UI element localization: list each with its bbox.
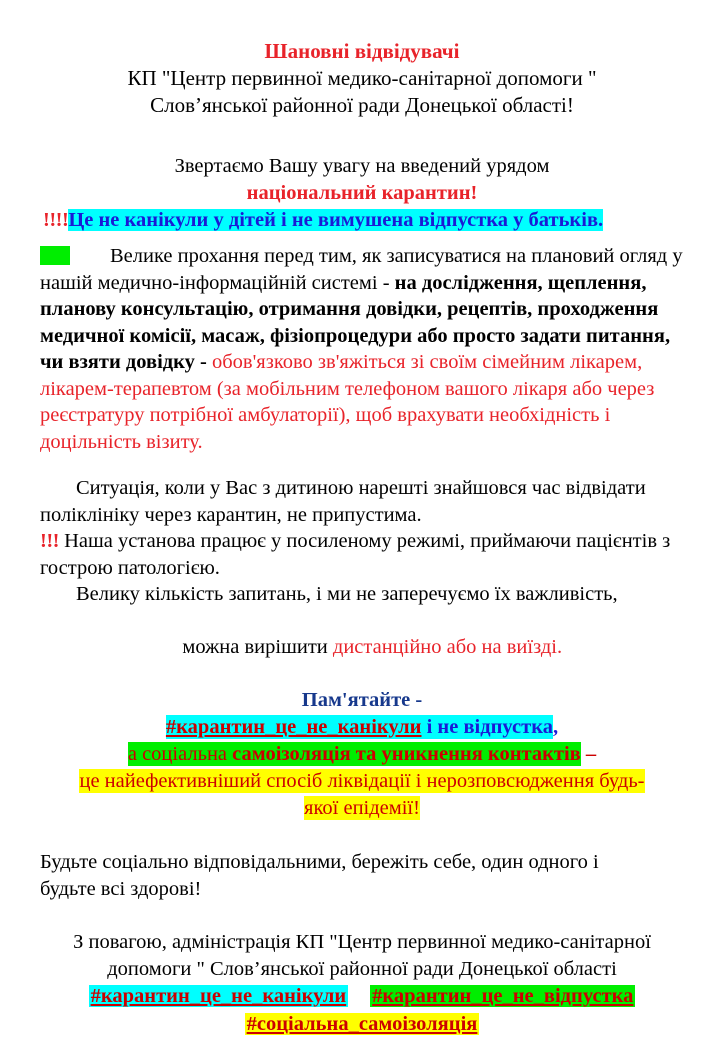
remember-green-line — [40, 741, 684, 768]
questions-text: Велику кількість запитань, і ми не заперечуємо їх важливість, — [76, 583, 618, 605]
remember-yellow-line-1 — [40, 768, 684, 795]
request-bold-text: на дослідження, щеплення, планову консультацію, отримання довідки, рецептів, проходження медичної комісії, масаж, фізіопроцедури або просто задати питання, чи взяти довідку - — [40, 271, 671, 373]
remember-self-isolation-bold: самоізоляція та уникнення контактів — [232, 743, 581, 765]
situation-paragraph — [40, 475, 684, 528]
remember-green-segment — [128, 742, 581, 766]
footer-hashtag-row-1 — [40, 982, 684, 1010]
remember-effective-method-line-2: якої епідемії! — [304, 797, 420, 819]
spacer-after-intro — [40, 233, 684, 243]
request-paragraph — [40, 243, 684, 455]
green-square-bullet-icon — [40, 246, 70, 265]
remember-comma: , — [552, 716, 559, 738]
spacer-after-header — [40, 119, 684, 153]
request-plain-text: Велике прохання перед тим, як записуватися на плановий огляд у нашій медично-інформаційній системі - — [40, 245, 683, 294]
questions-line-1 — [40, 581, 684, 608]
spacer-after-remember — [40, 822, 684, 849]
remember-dash: – — [580, 743, 597, 765]
not-holidays-line — [40, 207, 684, 233]
closing-line-2: будьте всі здорові! — [40, 877, 202, 900]
signature-line-1: З повагою, адміністрація КП "Центр первинної медико-санітарної — [73, 931, 651, 953]
questions-solve-red: дистанційно або на виїзді. — [332, 636, 563, 658]
signature-line-2: допомоги " Слов’янської районної ради Донецької області — [107, 957, 617, 980]
remember-yellow-line-2 — [40, 795, 684, 822]
hashtag-quarantine-not-holidays: #карантин_це_не_канікули — [165, 716, 422, 738]
not-holidays-text: Це не канікули у дітей і не вимушена відпустка у батьків. — [68, 209, 604, 231]
footer-hashtag-quarantine-not-holidays[interactable]: #карантин_це_не_канікули — [90, 985, 347, 1007]
spacer-after-request — [40, 455, 684, 475]
closing-line-1: Будьте соціально відповідальними, бережіть себе, один одного і — [40, 851, 599, 873]
remember-not-vacation: і не відпустка — [421, 716, 553, 738]
questions-solve-plain: можна вирішити — [182, 636, 333, 658]
institution-mode-text: Наша установа працює у посиленому режимі, приймаючи пацієнтів з гострою патологією. — [40, 530, 671, 579]
org-name-line-2: Слов’янської районної ради Донецької області! — [150, 93, 574, 117]
questions-line-2 — [40, 608, 684, 688]
remember-heading: Пам'ятайте - — [301, 689, 423, 711]
footer-hashtag-row-2 — [40, 1010, 684, 1038]
attention-line: Звертаємо Вашу увагу на введений урядом — [174, 155, 550, 177]
remember-social-plain: а соціальна — [127, 743, 233, 765]
org-name-line-1: КП "Центр первинної медико-санітарної допомоги " — [127, 66, 597, 90]
situation-line-1: Ситуація, коли у Вас з дитиною нарешті знайшовся час відвідати поліклініку через карантин, не припустима. — [40, 477, 646, 526]
remember-cyan-segment — [166, 715, 553, 739]
national-quarantine-line: національний карантин! — [246, 182, 478, 204]
spacer-after-closing — [40, 902, 684, 929]
footer-hashtag-quarantine-not-vacation[interactable]: #карантин_це_не_відпустка — [372, 985, 634, 1007]
institution-mode-paragraph — [40, 528, 684, 581]
remember-effective-method-line-1: це найефективніший спосіб ліквідації і нерозповсюдження будь- — [79, 770, 645, 792]
remember-cyan-line — [40, 714, 684, 741]
exclamation-marks-secondary: !!! — [40, 530, 59, 552]
page-title: Шановні відвідувачі — [264, 39, 460, 63]
footer-hashtag-social-self-isolation[interactable]: #соціальна_самоізоляція — [246, 1013, 478, 1035]
exclamation-marks: !!!! — [43, 209, 69, 231]
request-red-text: обов'язково зв'яжіться зі своїм сімейним лікарем, лікарем-терапевтом (за мобільним телефоном вашого лікаря або через реєстратуру потрібної амбулаторії), щоб врахувати необхідність і доцільність візиту. — [40, 351, 655, 453]
